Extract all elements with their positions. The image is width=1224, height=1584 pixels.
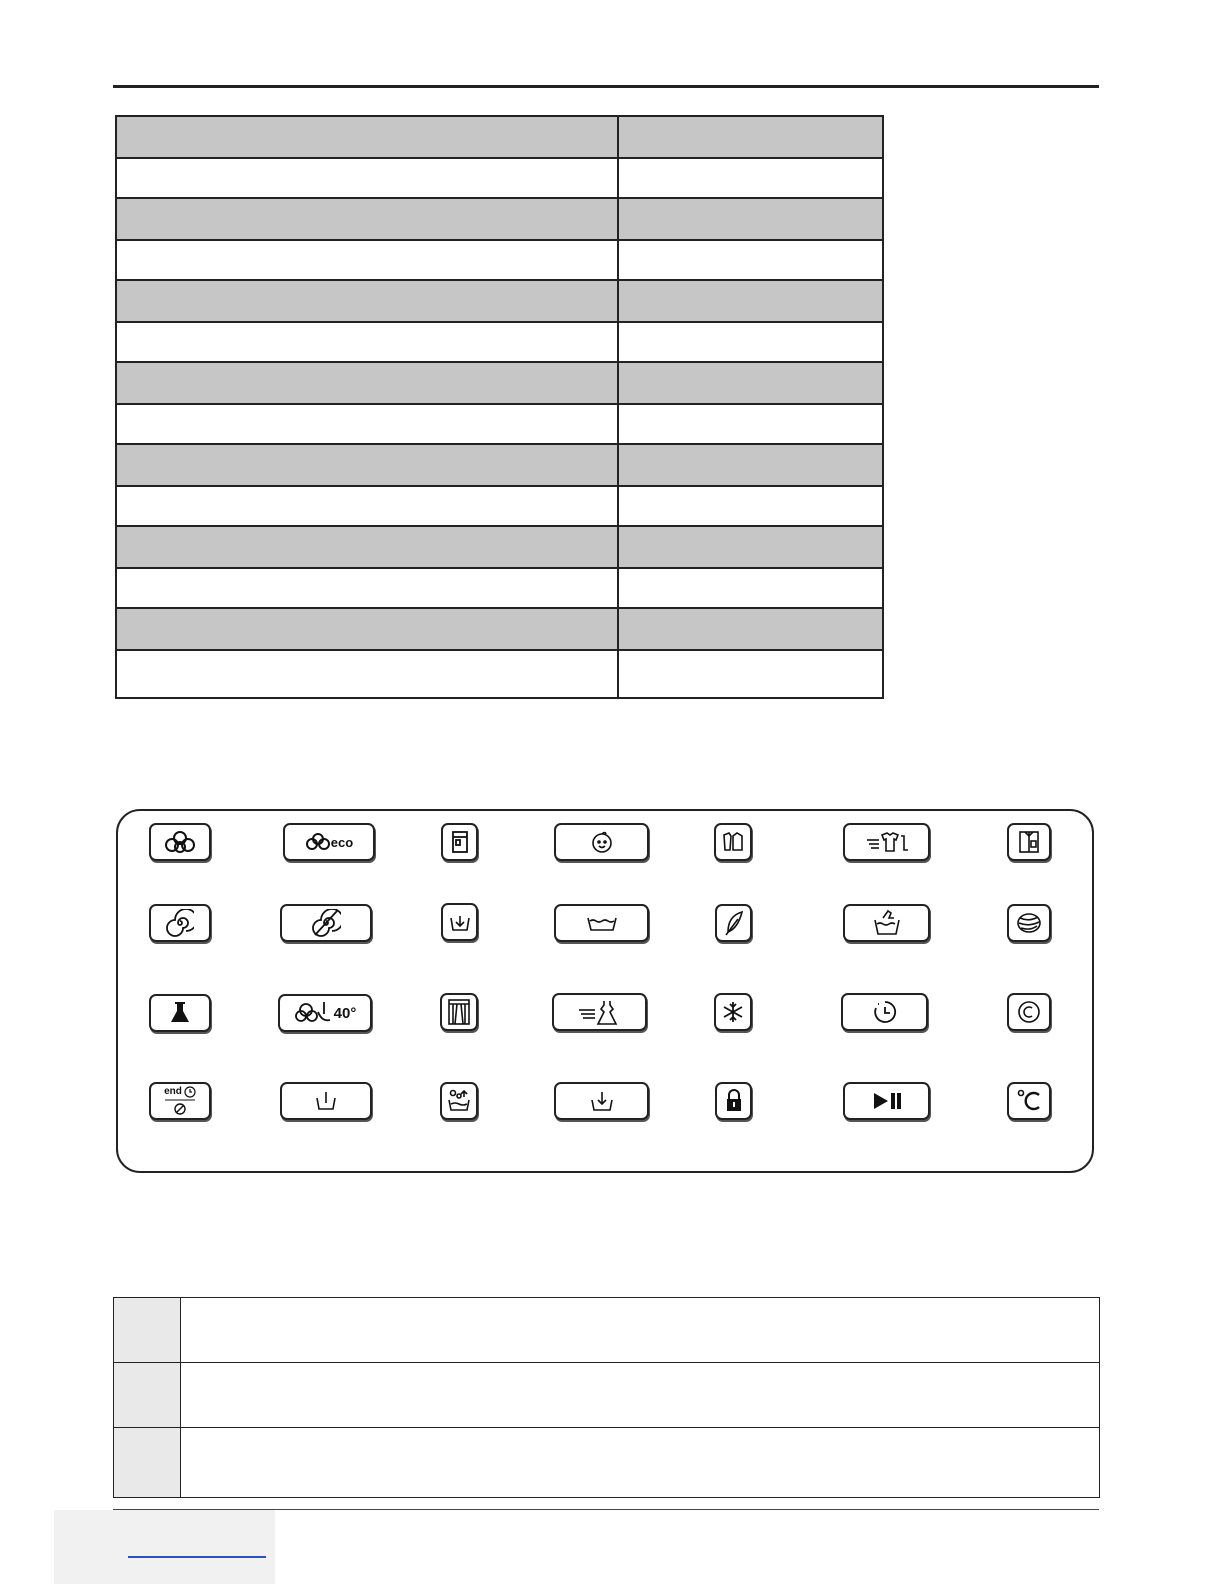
- row-value: [618, 650, 883, 698]
- row-label: [116, 526, 618, 568]
- table-row: [116, 362, 883, 404]
- start-pause-button[interactable]: [843, 1082, 930, 1120]
- time-delay-icon: [872, 999, 898, 1025]
- quick-wash-button[interactable]: [843, 823, 930, 861]
- table-row: [114, 1298, 1100, 1363]
- drain-icon: [448, 910, 472, 934]
- hand-wash-button[interactable]: [843, 904, 930, 942]
- hygiene-button[interactable]: [149, 994, 211, 1032]
- control-panel: [116, 809, 1094, 1173]
- mix-40-button[interactable]: [278, 994, 372, 1032]
- extra-rinse-button[interactable]: [440, 1082, 478, 1120]
- shirts-icon: [1016, 829, 1042, 855]
- wool-icon: [1015, 910, 1043, 936]
- table-row: [116, 568, 883, 608]
- table-row: [116, 486, 883, 526]
- row-label: [116, 322, 618, 362]
- child-lock-icon: [724, 1088, 744, 1114]
- table-row: [114, 1363, 1100, 1428]
- delicate-feather-icon: [722, 909, 746, 937]
- specification-table: [115, 115, 884, 699]
- row-label: [116, 444, 618, 486]
- row-value: [618, 404, 883, 444]
- drain-button[interactable]: [441, 903, 478, 941]
- row-value: [618, 322, 883, 362]
- table-row: [116, 322, 883, 362]
- main-wash-button[interactable]: [280, 1082, 372, 1120]
- row-value: [618, 608, 883, 650]
- row-label: [116, 198, 618, 240]
- temperature-button[interactable]: [1007, 1082, 1051, 1120]
- hygiene-flask-icon: [168, 1000, 192, 1026]
- cotton-eco-icon: [305, 832, 331, 852]
- spin-button[interactable]: [149, 904, 211, 942]
- child-lock-button[interactable]: [715, 1082, 752, 1120]
- cotton-icon: [163, 830, 197, 854]
- eco-label: eco: [330, 834, 354, 850]
- row-value: [618, 240, 883, 280]
- wool-button[interactable]: [1007, 904, 1051, 942]
- row-label: [116, 280, 618, 322]
- main-wash-icon: [314, 1090, 338, 1112]
- quick-dress-icon: [577, 998, 623, 1026]
- row-label: [116, 608, 618, 650]
- row-value: [618, 280, 883, 322]
- header-rule: [113, 85, 1099, 88]
- no-spin-icon: [311, 909, 341, 937]
- row-number: [114, 1363, 181, 1428]
- row-value: [618, 444, 883, 486]
- table-row: [116, 444, 883, 486]
- mix-40-icon: [294, 1000, 334, 1026]
- row-label: [116, 116, 618, 158]
- table-row: [116, 404, 883, 444]
- table-row: [116, 526, 883, 568]
- row-label: [116, 362, 618, 404]
- row-description: [181, 1298, 1100, 1363]
- row-value: [618, 158, 883, 198]
- row-number: [114, 1298, 181, 1363]
- cancel-icon: [173, 1102, 187, 1116]
- row-value: [618, 362, 883, 404]
- no-spin-button[interactable]: [280, 904, 372, 942]
- row-number: [114, 1428, 181, 1498]
- row-value: [618, 116, 883, 158]
- table-row: [116, 198, 883, 240]
- row-value: [618, 486, 883, 526]
- hand-wash-icon: [869, 908, 905, 938]
- darkcare-button[interactable]: [714, 823, 752, 861]
- cold-wash-button[interactable]: [714, 993, 752, 1031]
- row-value: [618, 198, 883, 240]
- prewash-button[interactable]: [554, 904, 649, 942]
- end-label: end: [164, 1086, 182, 1097]
- row-value: [618, 568, 883, 608]
- table-row: [116, 116, 883, 158]
- row-label: [116, 650, 618, 698]
- darkcare-icon: [721, 830, 745, 854]
- baby-care-icon: [589, 830, 615, 854]
- cotton-button[interactable]: [149, 823, 211, 861]
- footer-link-underline[interactable]: [128, 1556, 266, 1558]
- row-value: [618, 526, 883, 568]
- end-time-button[interactable]: [149, 1082, 211, 1120]
- cold-wash-snowflake-icon: [721, 1000, 745, 1024]
- drum-clean-icon: [1016, 999, 1042, 1025]
- prewash-icon: [585, 913, 619, 933]
- shirts-button[interactable]: [1007, 823, 1051, 861]
- table-row: [116, 280, 883, 322]
- table-row: [116, 240, 883, 280]
- mix-40-label: 40°: [333, 1004, 357, 1022]
- row-description: [181, 1363, 1100, 1428]
- row-label: [116, 240, 618, 280]
- extra-rinse-icon: [446, 1088, 472, 1114]
- quick-dress-button[interactable]: [552, 993, 647, 1031]
- temperature-celsius-icon: [1015, 1087, 1043, 1115]
- footer-tab: [54, 1510, 275, 1584]
- table-row: [116, 158, 883, 198]
- row-label: [116, 404, 618, 444]
- row-label: [116, 486, 618, 526]
- quick-wash-icon: [865, 830, 909, 854]
- delicate-button[interactable]: [715, 904, 752, 942]
- curtains-icon: [447, 998, 471, 1026]
- baby-care-button[interactable]: [554, 823, 649, 861]
- spin-icon: [166, 909, 194, 937]
- row-description: [181, 1428, 1100, 1498]
- description-table: [113, 1297, 1100, 1498]
- clock-icon: [184, 1086, 196, 1098]
- row-label: [116, 158, 618, 198]
- cotton-eco-button[interactable]: [283, 823, 375, 861]
- table-row: [114, 1428, 1100, 1498]
- table-row: [116, 608, 883, 650]
- synthetic-icon: [450, 830, 470, 854]
- start-pause-icon: [871, 1091, 903, 1111]
- row-label: [116, 568, 618, 608]
- table-row: [116, 650, 883, 698]
- curtains-button[interactable]: [440, 993, 478, 1031]
- rinse-icon: [589, 1090, 615, 1112]
- rinse-button[interactable]: [554, 1082, 649, 1120]
- time-delay-button[interactable]: [841, 993, 928, 1031]
- drum-clean-button[interactable]: [1007, 993, 1051, 1031]
- synthetic-button[interactable]: [441, 823, 478, 861]
